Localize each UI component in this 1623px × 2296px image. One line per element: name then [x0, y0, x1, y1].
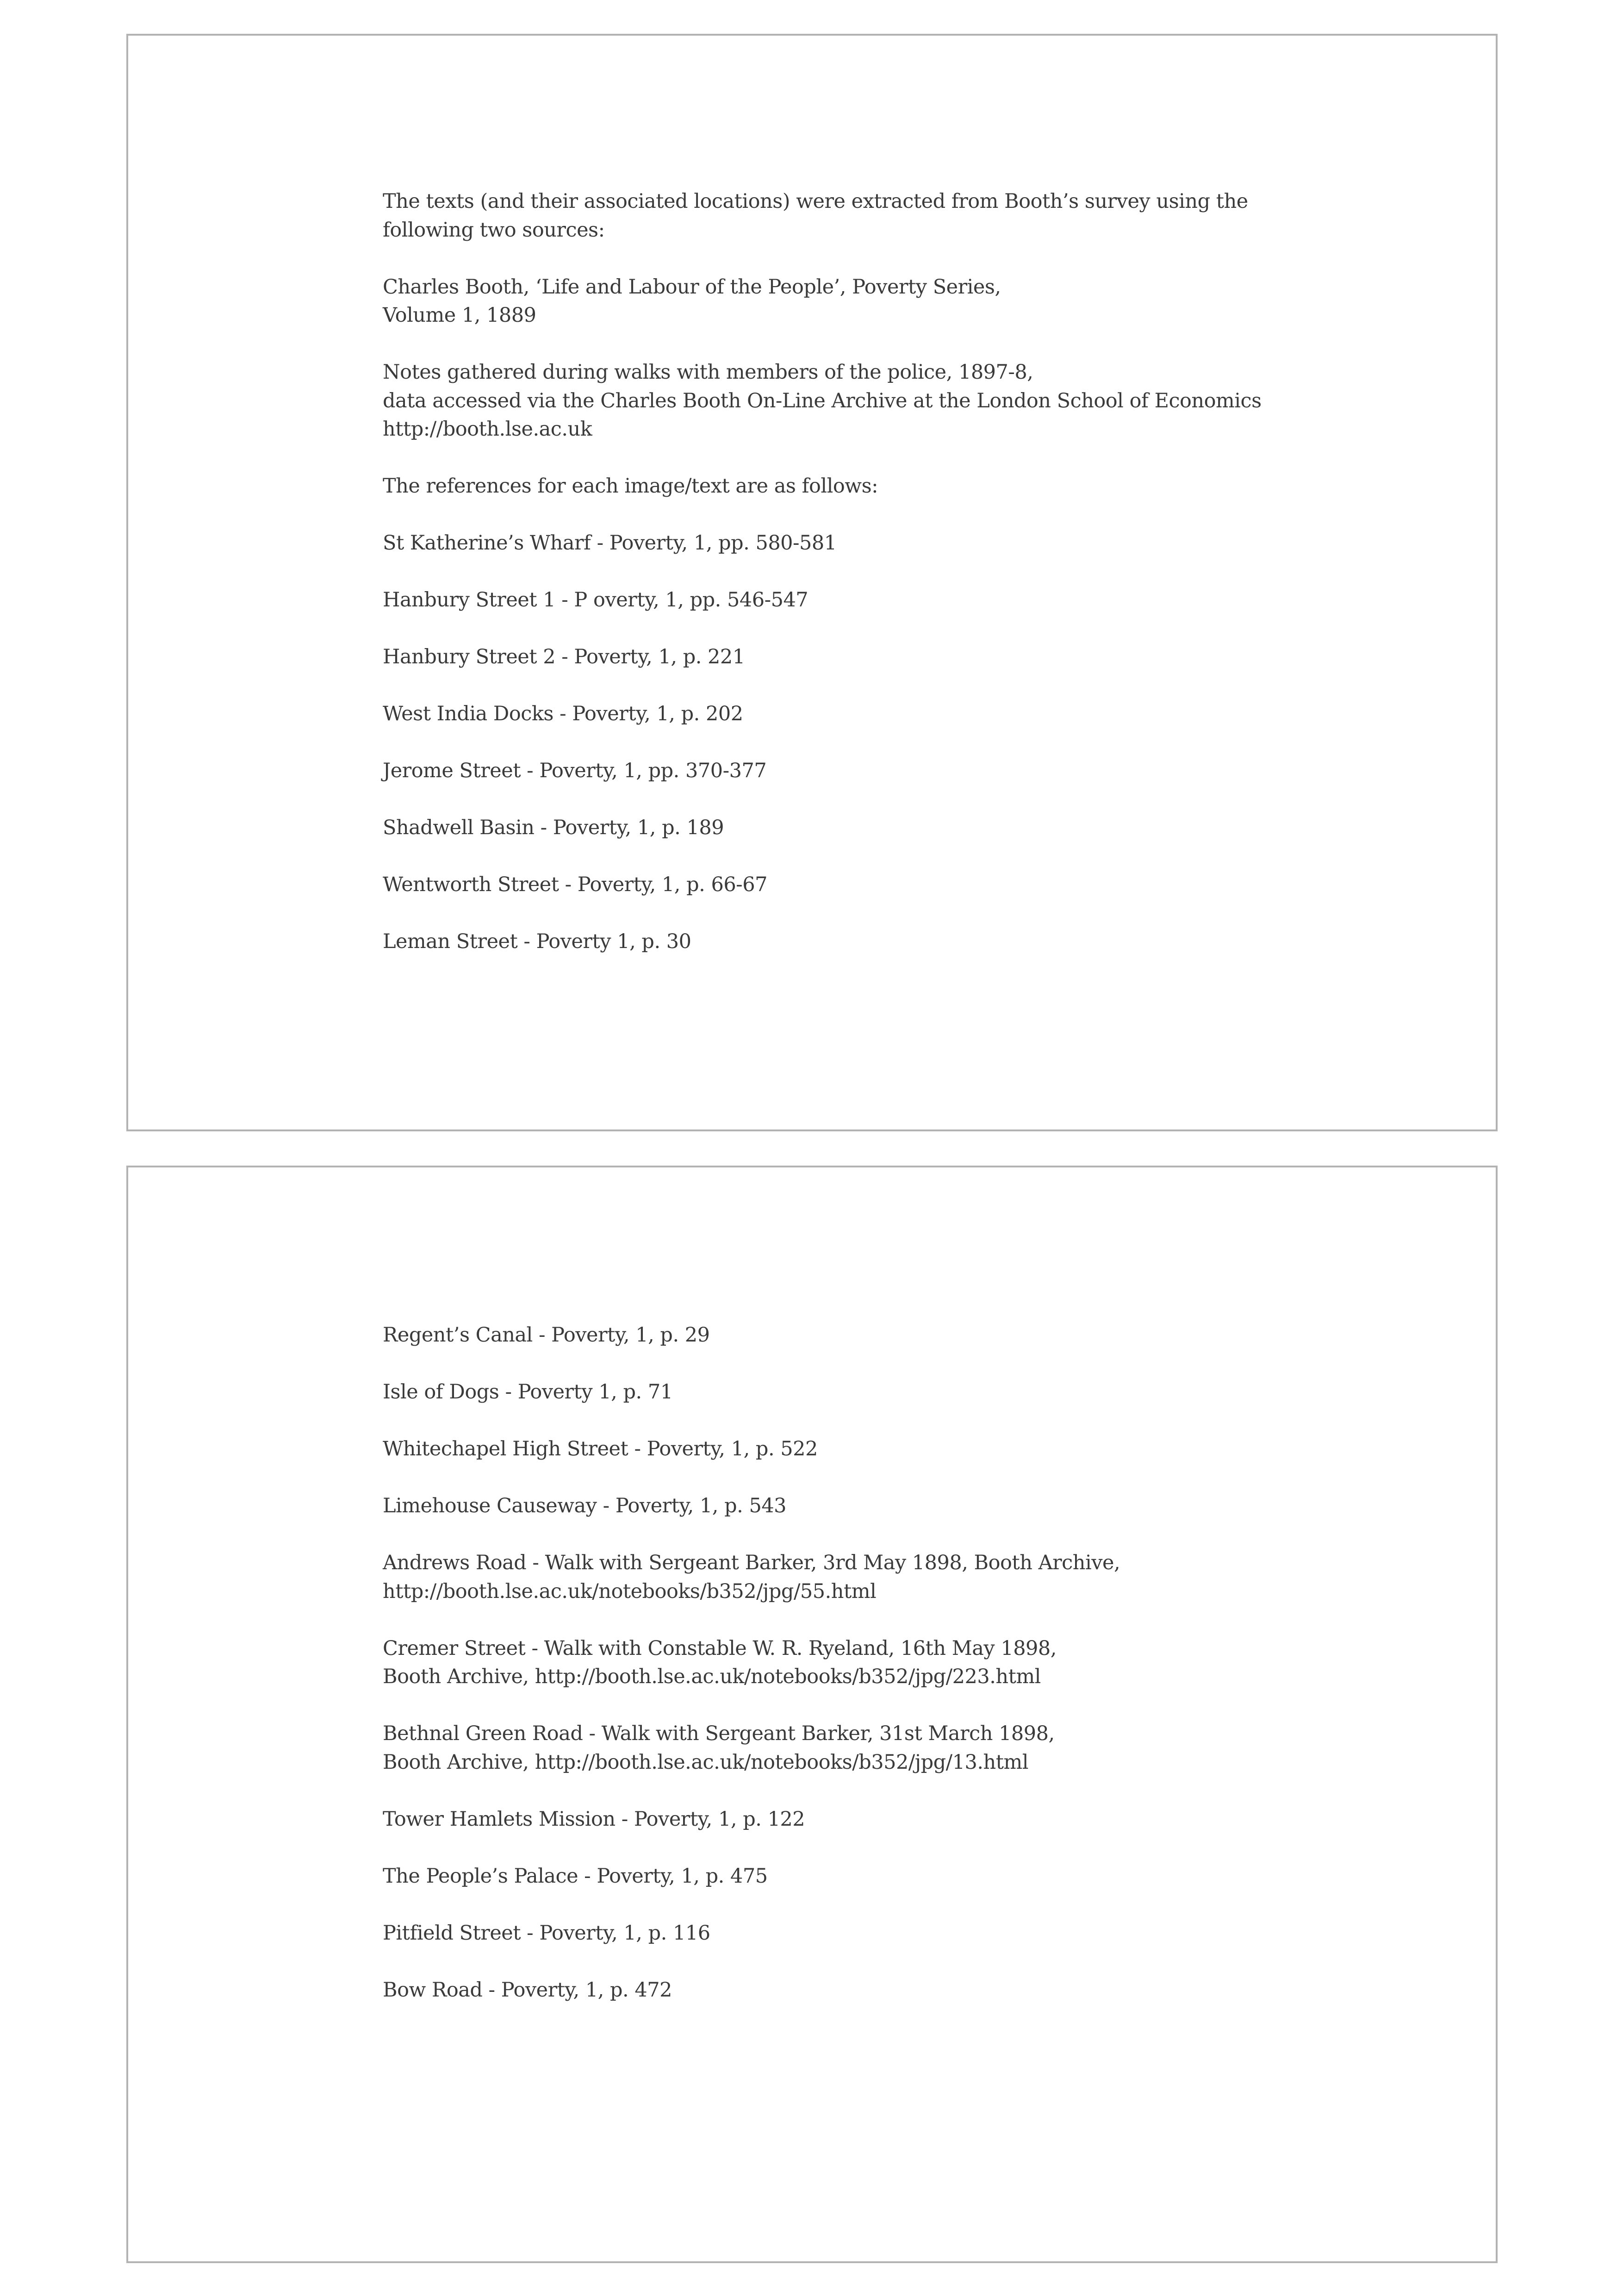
- reference-text: St Katherine’s Wharf - Poverty, 1, pp. 580-581: [383, 531, 837, 555]
- page-2-text-block: [383, 1321, 1253, 2033]
- reference-url: Booth Archive, http://booth.lse.ac.uk/notebooks/b352/jpg/13.html: [383, 1750, 1029, 1774]
- reference-text: Leman Street - Poverty 1, p. 30: [383, 930, 691, 953]
- reference-text: Whitechapel High Street - Poverty, 1, p. 522: [383, 1437, 818, 1460]
- reference-item: [383, 1549, 1253, 1606]
- reference-item: [383, 1720, 1253, 1777]
- reference-text: Jerome Street - Poverty, 1, pp. 370-377: [383, 759, 767, 782]
- references-heading: [383, 472, 1253, 501]
- references-heading-text: The references for each image/text are as follows:: [383, 474, 878, 498]
- intro-paragraph: [383, 187, 1253, 244]
- reference-text: Hanbury Street 1 - P overty, 1, pp. 546-547: [383, 588, 808, 611]
- reference-item: [383, 700, 1253, 729]
- source-2-line-1: Notes gathered during walks with members of the police, 1897-8,: [383, 361, 1033, 384]
- reference-item: [383, 1976, 1253, 2005]
- reference-url: http://booth.lse.ac.uk/notebooks/b352/jpg/55.html: [383, 1579, 877, 1603]
- reference-text: Limehouse Causeway - Poverty, 1, p. 543: [383, 1494, 787, 1517]
- reference-item: [383, 928, 1253, 956]
- page-1-text-block: [383, 187, 1262, 985]
- reference-text: Cremer Street - Walk with Constable W. R. Ryeland, 16th May 1898,: [383, 1636, 1057, 1660]
- reference-text: Andrews Road - Walk with Sergeant Barker, 3rd May 1898, Booth Archive,: [383, 1551, 1120, 1574]
- reference-item: [383, 1435, 1253, 1464]
- reference-item: [383, 814, 1253, 842]
- reference-text: West India Docks - Poverty, 1, p. 202: [383, 702, 743, 725]
- reference-text: Shadwell Basin - Poverty, 1, p. 189: [383, 816, 724, 839]
- source-2-line-2: data accessed via the Charles Booth On-Line Archive at the London School of Economics: [383, 389, 1262, 412]
- reference-item: [383, 643, 1253, 672]
- source-2-citation: [383, 358, 1262, 444]
- reference-text: Regent’s Canal - Poverty, 1, p. 29: [383, 1323, 710, 1347]
- reference-text: Hanbury Street 2 - Poverty, 1, p. 221: [383, 645, 745, 668]
- reference-text: Pitfield Street - Poverty, 1, p. 116: [383, 1921, 710, 1945]
- reference-url: Booth Archive, http://booth.lse.ac.uk/notebooks/b352/jpg/223.html: [383, 1665, 1041, 1688]
- reference-item: [383, 1321, 1253, 1350]
- reference-item: [383, 1919, 1253, 1948]
- source-1-citation: [383, 273, 1253, 330]
- reference-item: [383, 1635, 1253, 1691]
- source-1-line-1: Charles Booth, ‘Life and Labour of the People’, Poverty Series,: [383, 275, 1001, 299]
- reference-item: [383, 586, 1253, 615]
- reference-item: [383, 871, 1253, 899]
- reference-text: Bow Road - Poverty, 1, p. 472: [383, 1978, 672, 2002]
- reference-text: Wentworth Street - Poverty, 1, p. 66-67: [383, 873, 767, 896]
- intro-text: The texts (and their associated locations) were extracted from Booth’s survey using the following two sources:: [383, 190, 1248, 242]
- reference-text: The People’s Palace - Poverty, 1, p. 475: [383, 1864, 768, 1888]
- reference-item: [383, 1862, 1253, 1891]
- reference-text: Bethnal Green Road - Walk with Sergeant Barker, 31st March 1898,: [383, 1722, 1055, 1745]
- reference-item: [383, 529, 1253, 558]
- reference-item: [383, 1492, 1253, 1521]
- reference-item: [383, 1378, 1253, 1407]
- document-page-2: [126, 1166, 1498, 2263]
- source-1-line-2: Volume 1, 1889: [383, 304, 536, 327]
- reference-text: Isle of Dogs - Poverty 1, p. 71: [383, 1380, 673, 1404]
- reference-item: [383, 757, 1253, 786]
- reference-item: [383, 1805, 1253, 1834]
- archive-url: http://booth.lse.ac.uk: [383, 418, 592, 441]
- document-page-1: [126, 34, 1498, 1131]
- reference-text: Tower Hamlets Mission - Poverty, 1, p. 122: [383, 1807, 805, 1831]
